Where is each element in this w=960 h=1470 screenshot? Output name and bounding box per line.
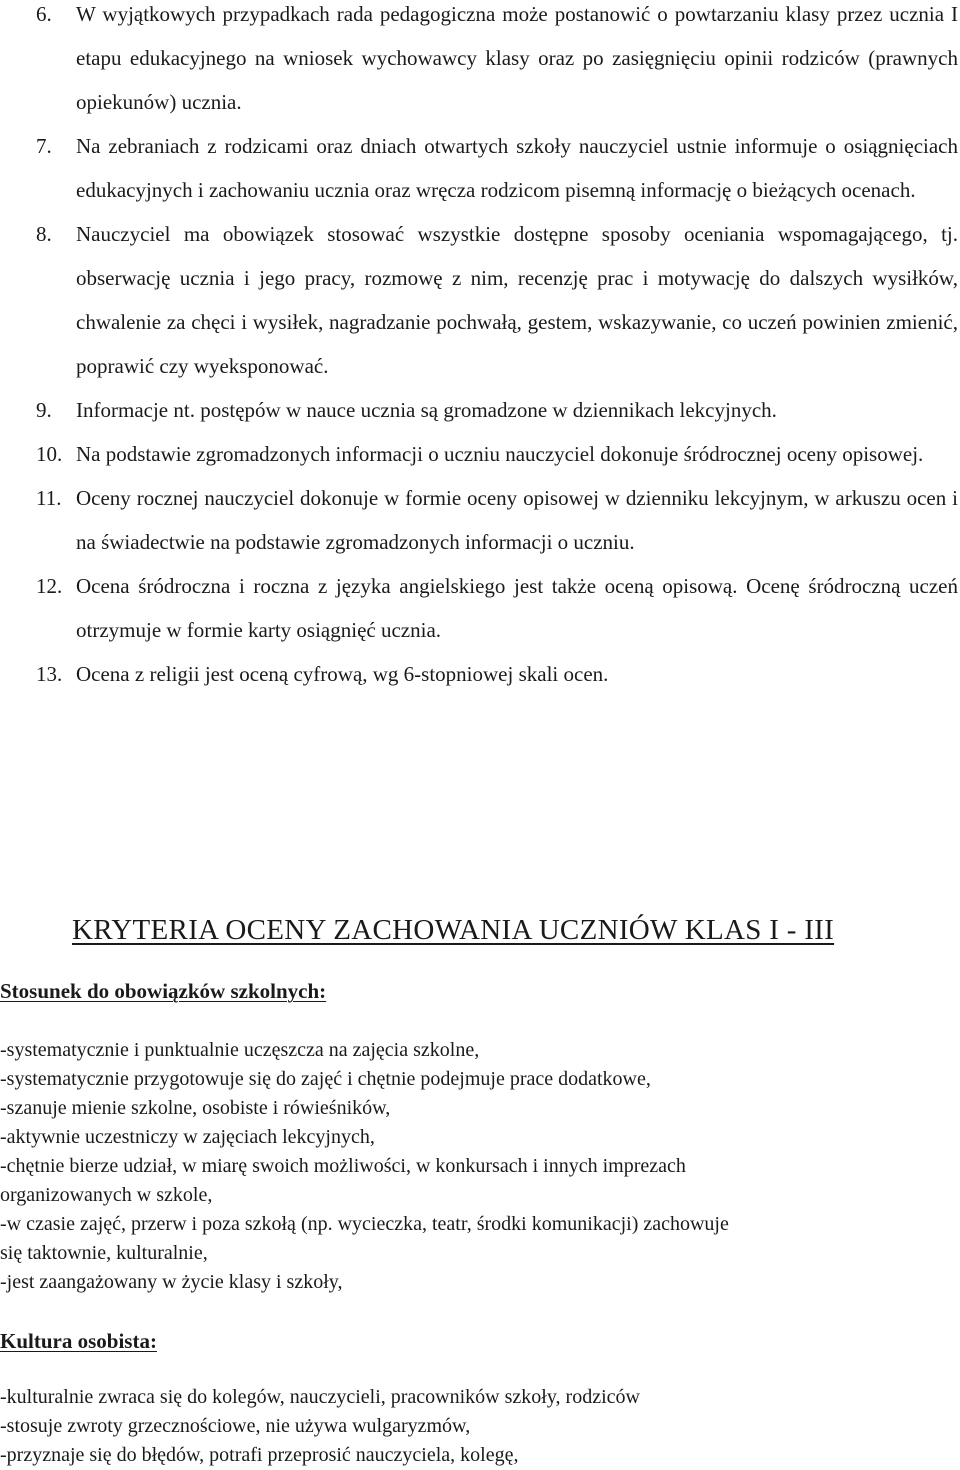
personal-culture-criteria-list — [0, 1383, 940, 1470]
section-heading-obligations: Stosunek do obowiązków szkolnych: — [0, 979, 327, 1003]
list-item: -kulturalnie zwraca się do kolegów, nauczycieli, pracowników szkoły, rodziców — [0, 1386, 640, 1408]
item-text: Ocena śródroczna i roczna z języka angielskiego jest także oceną opisową. Ocenę śródroczną uczeń otrzymuje w formie karty osiągnięć ucznia. — [76, 574, 958, 642]
list-item: -aktywnie uczestniczy w zajęciach lekcyjnych, — [0, 1126, 375, 1148]
list-item — [0, 212, 958, 388]
section-heading-personal-culture: Kultura osobista: — [0, 1329, 157, 1353]
item-text: Na podstawie zgromadzonych informacji o uczniu nauczyciel dokonuje śródrocznej oceny opisowej. — [76, 442, 924, 466]
list-item — [0, 476, 958, 564]
item-number: 13. — [36, 662, 63, 686]
numbered-list — [0, 0, 958, 696]
item-text: Informacje nt. postępów w nauce ucznia są gromadzone w dziennikach lekcyjnych. — [76, 398, 777, 422]
list-item: -systematycznie i punktualnie uczęszcza na zajęcia szkolne, — [0, 1039, 480, 1061]
item-number: 10. — [36, 442, 63, 466]
list-item: -szanuje mienie szkolne, osobiste i rówieśników, — [0, 1097, 391, 1119]
list-item — [0, 124, 958, 212]
list-item: -jest zaangażowany w życie klasy i szkoły, — [0, 1271, 343, 1293]
list-item: -przyznaje się do błędów, potrafi przeprosić nauczyciela, kolegę, — [0, 1444, 519, 1466]
item-text: W wyjątkowych przypadkach rada pedagogiczna może postanowić o powtarzaniu klasy przez ucznia I etapu edukacyjnego na wniosek wychowawcy klasy oraz po zasięgnięciu opinii rodziców (prawnych opiekunów) ucznia. — [76, 2, 958, 114]
item-number: 9. — [36, 398, 52, 422]
list-item: -systematycznie przygotowuje się do zajęć i chętnie podejmuje prace dodatkowe, — [0, 1068, 651, 1090]
item-number: 7. — [36, 134, 52, 158]
item-number: 12. — [36, 574, 63, 598]
page-title: KRYTERIA OCENY ZACHOWANIA UCZNIÓW KLAS I - III — [72, 914, 835, 946]
list-item: -chętnie bierze udział, w miarę swoich możliwości, w konkursach i innych imprezach — [0, 1155, 686, 1177]
list-item: -stosuje zwroty grzecznościowe, nie używa wulgaryzmów, — [0, 1415, 471, 1437]
list-item: się taktownie, kulturalnie, — [0, 1242, 208, 1264]
item-number: 6. — [36, 2, 52, 26]
list-item: -w czasie zajęć, przerw i poza szkołą (np. wycieczka, teatr, środki komunikacji) zachowuje — [0, 1213, 729, 1235]
item-text: Oceny rocznej nauczyciel dokonuje w formie oceny opisowej w dzienniku lekcyjnym, w arkuszu ocen i na świadectwie na podstawie zgromadzonych informacji o uczniu. — [76, 486, 958, 554]
item-text: Ocena z religii jest oceną cyfrową, wg 6-stopniowej skali ocen. — [76, 662, 609, 686]
obligations-criteria-list — [0, 1036, 940, 1297]
list-item — [0, 388, 958, 432]
item-text: Nauczyciel ma obowiązek stosować wszystkie dostępne sposoby oceniania wspomagającego, tj. obserwację ucznia i jego pracy, rozmowę z nim, recenzję prac i motywację do dalszych wysiłków, chwalenie za chęci i wysiłek, nagradzanie pochwałą, gestem, wskazywanie, co uczeń powinien zmienić, poprawić czy wyeksponować. — [76, 222, 958, 378]
list-item: organizowanych w szkole, — [0, 1184, 213, 1206]
list-item — [0, 0, 958, 124]
item-text: Na zebraniach z rodzicami oraz dniach otwartych szkoły nauczyciel ustnie informuje o osiągnięciach edukacyjnych i zachowaniu ucznia oraz wręcza rodzicom pisemną informację o bieżących ocenach. — [76, 134, 958, 202]
list-item — [0, 652, 958, 696]
item-number: 8. — [36, 222, 52, 246]
list-item — [0, 564, 958, 652]
item-number: 11. — [36, 486, 62, 510]
list-item — [0, 432, 958, 476]
